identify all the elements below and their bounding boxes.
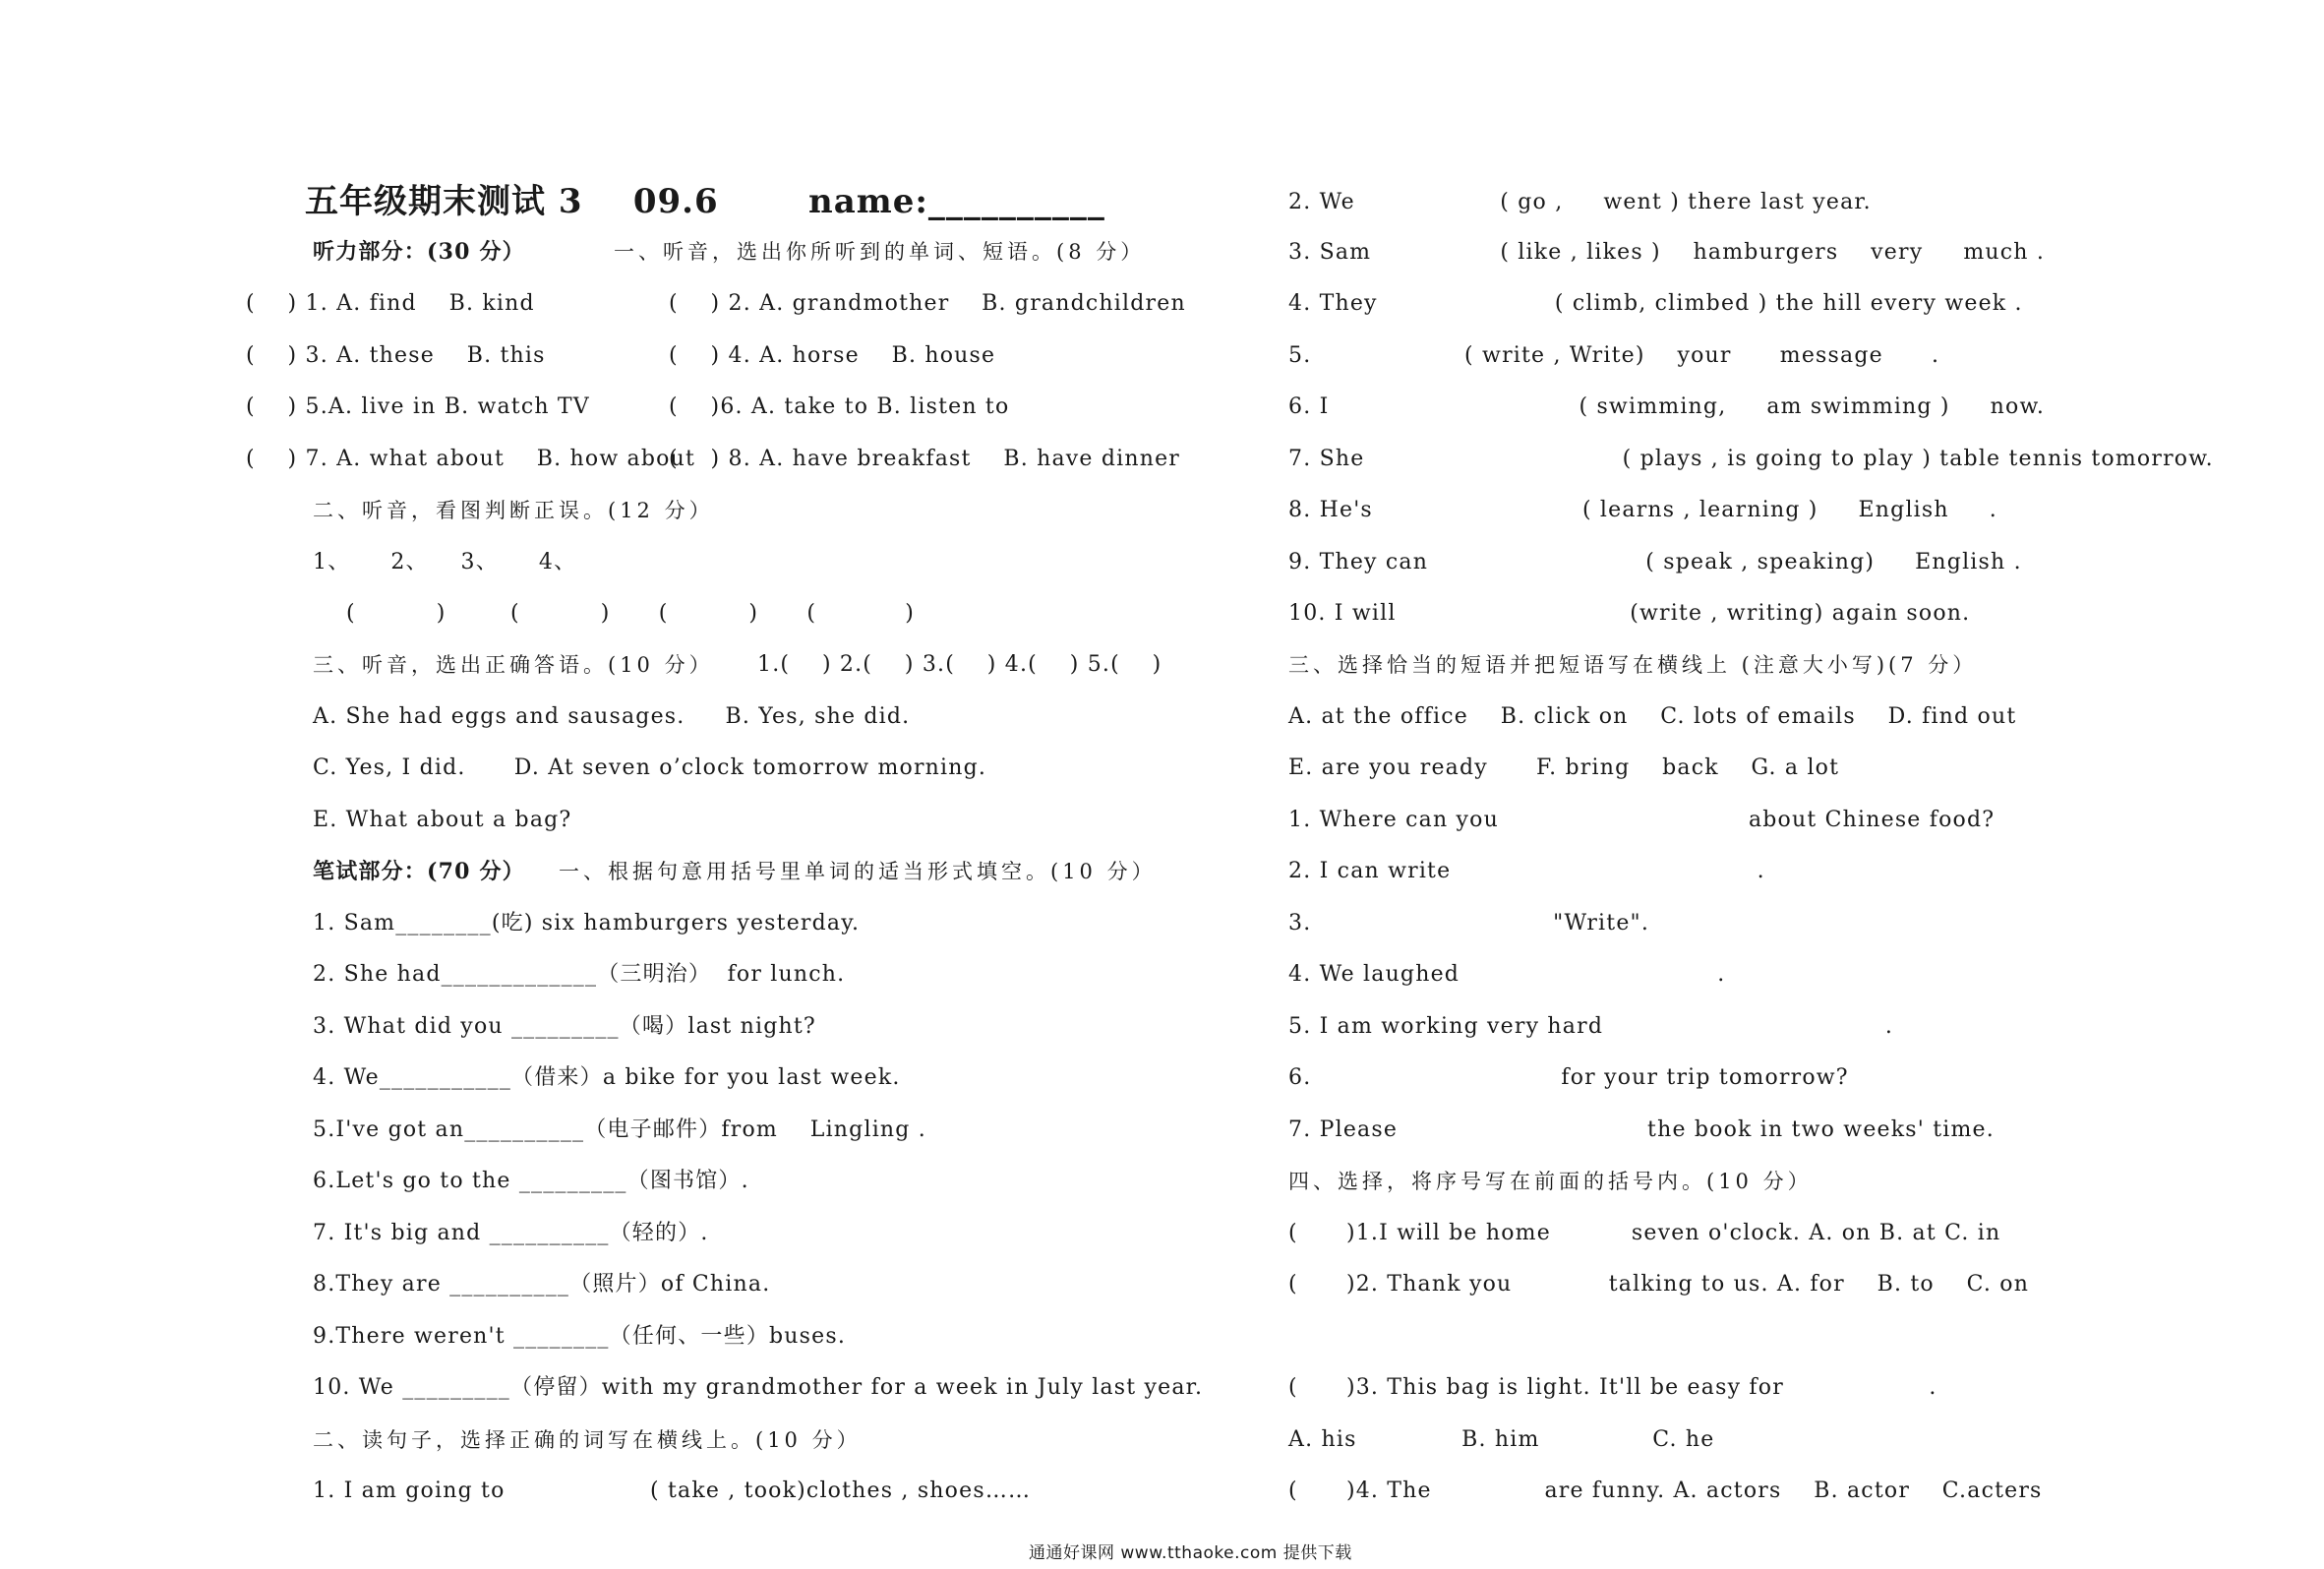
mc-item: A. his B. him C. he	[1288, 1427, 1715, 1452]
writing-heading: 笔试部分：(70 分）	[313, 859, 525, 884]
phrase-item: 6. for your trip tomorrow?	[1288, 1065, 1849, 1090]
phrase-item: 3. "Write".	[1288, 911, 1650, 935]
fill-in-item: 8.They are __________（照片）of China.	[313, 1272, 771, 1297]
listening-section2-title: 二、听音，看图判断正误。(12 分）	[313, 499, 714, 522]
mc-item: ( )1.I will be home seven o'clock. A. on B. at C. in	[1288, 1221, 2001, 1245]
mc-item: ( )3. This bag is light. It'll be easy for .	[1288, 1375, 1937, 1400]
choice-item: 4. They ( climb, climbed ) the hill every week .	[1288, 291, 2023, 316]
fill-in-item: 6.Let's go to the _________（图书馆）.	[313, 1169, 749, 1193]
fill-in-item: 1. Sam________(吃) six hamburgers yesterday.	[313, 911, 861, 935]
mc-item: ( )4. The are funny. A. actors B. actor C.acters	[1288, 1478, 2043, 1503]
answer-option: A. She had eggs and sausages. B. Yes, she did.	[313, 704, 911, 729]
phrase-item: 7. Please the book in two weeks' time.	[1288, 1117, 1995, 1142]
phrase-options: E. are you ready F. bring back G. a lot	[1288, 755, 1840, 780]
question-row: ( ) 7. A. what about B. how about	[246, 447, 696, 471]
question-row: ( ) 3. A. these B. this	[246, 343, 546, 368]
name-field-label: name:__________	[808, 182, 1105, 221]
fill-in-item: 4. We___________（借来）a bike for you last week.	[313, 1065, 901, 1090]
question-row: ( ) 5.A. live in B. watch TV	[246, 394, 590, 419]
mc-item: ( )2. Thank you talking to us. A. for B. to C. on	[1288, 1272, 2030, 1297]
choice-item: 8. He's ( learns , learning ) English .	[1288, 498, 1997, 522]
phrase-options: A. at the office B. click on C. lots of emails D. find out	[1288, 704, 2017, 729]
choice-item: 2. We ( go , went ) there last year.	[1288, 190, 1872, 214]
choice-item: 9. They can ( speak , speaking) English .	[1288, 550, 2022, 574]
choice-item: 6. I ( swimming, am swimming ) now.	[1288, 394, 2046, 419]
listening-section3-title: 三、听音，选出正确答语。(10 分）	[313, 653, 714, 677]
page-footer: 通通好课网 www.tthaoke.com 提供下载	[1029, 1543, 1352, 1563]
answer-option: E. What about a bag?	[313, 808, 572, 832]
answer-option: C. Yes, I did. D. At seven o’clock tomorrow morning.	[313, 755, 987, 780]
answer-blanks: 1.( ) 2.( ) 3.( ) 4.( ) 5.( )	[757, 652, 1162, 677]
question-row: ( ) 4. A. horse B. house	[669, 343, 996, 368]
writing-section1-title: 一、根据句意用括号里单词的适当形式填空。(10 分）	[559, 860, 1157, 883]
choice-item: 1. I am going to ( take , took)clothes , shoes……	[313, 1478, 1032, 1503]
picture-answer-brackets: ( ) ( ) ( ) ( )	[346, 601, 916, 626]
page-title: 五年级期末测试 3 09.6	[305, 182, 719, 221]
choice-item: 3. Sam ( like , likes ) hamburgers very much .	[1288, 240, 2046, 265]
picture-numbers: 1、 2、 3、 4、	[313, 550, 577, 574]
choice-item: 5. ( write , Write) your message .	[1288, 343, 1940, 368]
choice-item: 10. I will (write , writing) again soon.	[1288, 601, 1971, 626]
writing-section3-title: 三、选择恰当的短语并把短语写在横线上 (注意大小写)(7 分）	[1288, 653, 1978, 677]
writing-section2-title: 二、读句子，选择正确的词写在横线上。(10 分）	[313, 1428, 862, 1452]
fill-in-item: 3. What did you _________（喝）last night?	[313, 1014, 816, 1039]
question-row: ( ) 1. A. find B. kind	[246, 291, 535, 316]
phrase-item: 5. I am working very hard .	[1288, 1014, 1894, 1039]
fill-in-item: 9.There weren't ________（任何、一些）buses.	[313, 1324, 847, 1349]
question-row: ( ) 2. A. grandmother B. grandchildren	[669, 291, 1186, 316]
fill-in-item: 5.I've got an__________（电子邮件）from Lingling .	[313, 1117, 926, 1142]
fill-in-item: 10. We _________（停留）with my grandmother for a week in July last year.	[313, 1375, 1204, 1400]
writing-section4-title: 四、选择，将序号写在前面的括号内。(10 分）	[1288, 1170, 1813, 1193]
choice-item: 7. She ( plays , is going to play ) table tennis tomorrow.	[1288, 447, 2214, 471]
listening-section1-title: 一、听音，选出你所听到的单词、短语。(8 分）	[614, 240, 1146, 264]
phrase-item: 2. I can write .	[1288, 859, 1765, 883]
question-row: ( ) 8. A. have breakfast B. have dinner	[669, 447, 1181, 471]
fill-in-item: 2. She had_____________（三明治） for lunch.	[313, 962, 846, 987]
question-row: ( )6. A. take to B. listen to	[669, 394, 1010, 419]
listening-heading: 听力部分：(30 分）	[313, 239, 525, 265]
fill-in-item: 7. It's big and __________（轻的）.	[313, 1221, 709, 1245]
phrase-item: 4. We laughed .	[1288, 962, 1726, 987]
phrase-item: 1. Where can you about Chinese food?	[1288, 808, 1996, 832]
